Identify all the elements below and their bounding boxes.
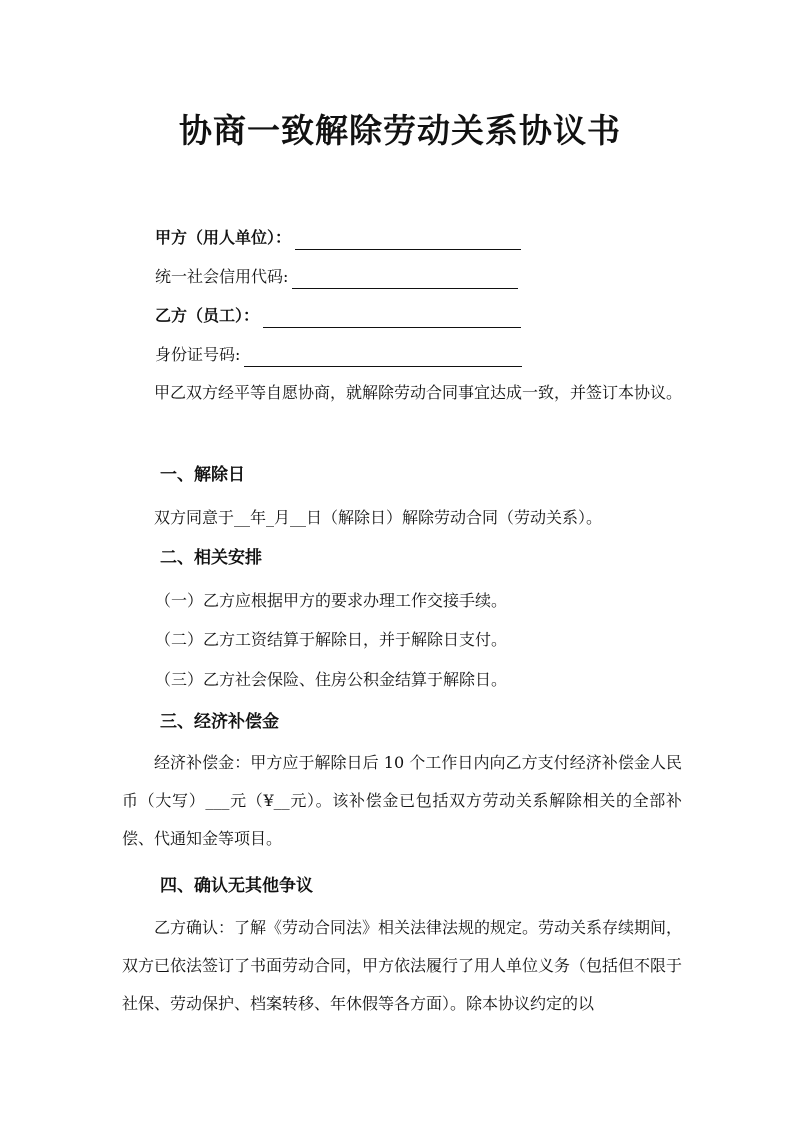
- id-number-label: 身份证号码:: [155, 345, 241, 364]
- intro-paragraph: 甲乙双方经平等自愿协商，就解除劳动合同事宜达成一致，并签订本协议。: [154, 383, 683, 402]
- no-dispute-paragraph: 乙方确认：了解《劳动合同法》相关法律法规的规定。劳动关系存续期间，双方已依法签订了书面劳动合同，甲方依法履行了用人单位义务（包括但不限于社保、劳动保护、档案转移、年休假等各方面）。除本协议约定的以: [122, 918, 683, 1013]
- credit-code-field: [155, 265, 518, 289]
- party-a-field: [155, 226, 521, 250]
- arrangement-item-1: （一）乙方应根据甲方的要求办理工作交接手续。: [155, 591, 508, 610]
- party-b-blank-line: [263, 309, 521, 328]
- party-a-blank-line: [295, 231, 521, 250]
- section-heading-termination-date: 一、解除日: [160, 465, 245, 485]
- party-b-label: 乙方（员工）：: [155, 306, 260, 325]
- section-heading-compensation: 三、经济补偿金: [160, 712, 279, 732]
- compensation-paragraph: 经济补偿金：甲方应于解除日后 10 个工作日内向乙方支付经济补偿金人民币（大写）___元（¥__元）。该补偿金已包括双方劳动关系解除相关的全部补偿、代通知金等项目。: [122, 753, 682, 848]
- termination-date-paragraph: 双方同意于__年_月__日（解除日）解除劳动合同（劳动关系）。: [154, 508, 603, 527]
- credit-code-label: 统一社会信用代码:: [155, 267, 289, 286]
- arrangement-item-3: （三）乙方社会保险、住房公积金结算于解除日。: [155, 670, 508, 689]
- document-title: 协商一致解除劳动关系协议书: [179, 111, 621, 150]
- id-number-field: [155, 343, 522, 367]
- id-number-blank-line: [244, 348, 522, 367]
- party-a-label: 甲方（用人单位）：: [155, 228, 292, 247]
- credit-code-blank-line: [292, 270, 518, 289]
- arrangement-item-2: （二）乙方工资结算于解除日，并于解除日支付。: [155, 630, 508, 649]
- party-b-field: [155, 304, 521, 328]
- section-heading-arrangements: 二、相关安排: [160, 548, 262, 568]
- section-heading-no-dispute: 四、确认无其他争议: [160, 876, 313, 896]
